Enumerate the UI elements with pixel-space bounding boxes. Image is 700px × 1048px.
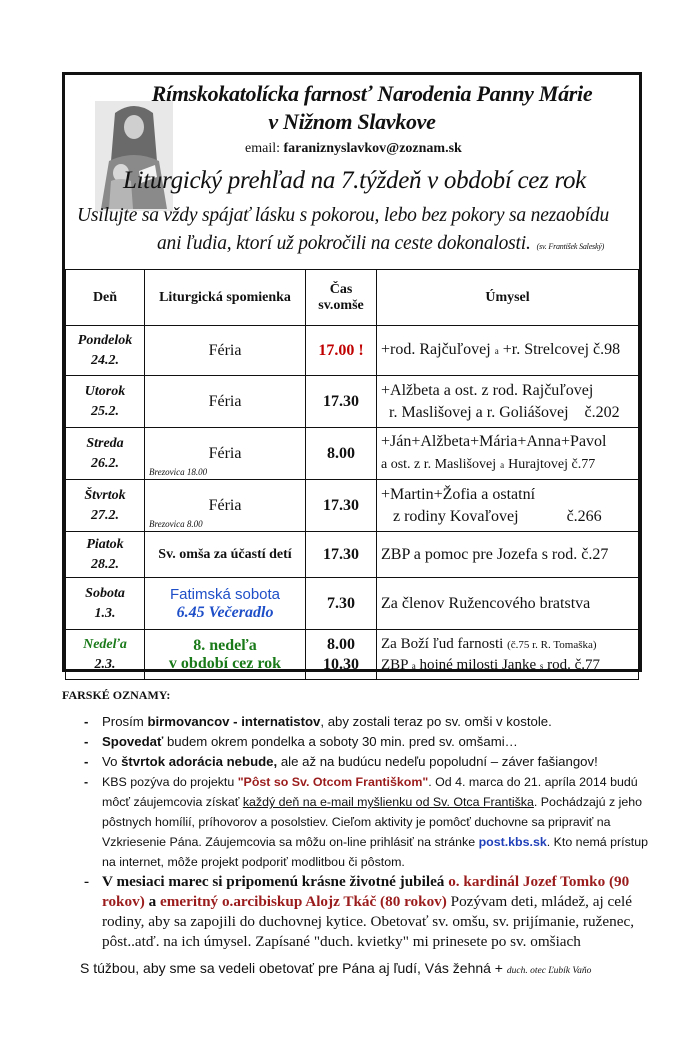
day-date: 2.3.	[94, 656, 116, 672]
day-cell	[66, 630, 145, 680]
intent-text-1: +Ján+Alžbeta+Mária+Anna+Pavol	[381, 433, 607, 450]
time-cell	[306, 630, 377, 680]
table-row	[66, 376, 639, 428]
day-date: 25.2.	[91, 403, 119, 419]
n4-b: "Pôst so Sv. Otcom Františkom"	[237, 775, 429, 789]
schedule-table	[65, 269, 639, 680]
liturgy-text: Féria	[208, 496, 242, 514]
n4-c: . Od 4. marca do 21. apríla 2014 budú môcť záujemcovia získať	[102, 775, 638, 809]
liturgy-cell	[145, 428, 306, 480]
intent-text-2c: rod. č.77	[547, 656, 601, 673]
intent-text-2: +r. Strelcovej č.98	[502, 341, 621, 358]
intent-text-1: +rod. Rajčuľovej	[381, 341, 491, 358]
day-name: Piatok	[86, 536, 124, 552]
time-cell: 8.00	[306, 428, 377, 480]
day-cell	[66, 532, 145, 578]
day-name: Streda	[86, 435, 124, 451]
liturgy-text-2: 6.45 Večeradlo	[176, 603, 274, 621]
intent-text-2b: hojné milosti Janke	[419, 656, 537, 673]
footer-text: S túžbou, aby sme sa vedeli obetovať pre Pána aj ľudí, Vás žehná +	[80, 960, 503, 976]
email-label: email:	[245, 141, 280, 156]
quote-line-1: Usilujte sa vždy spájať lásku s pokorou, lebo bez pokory sa nezaobídu	[77, 205, 610, 226]
quote-line-2	[157, 233, 604, 255]
time-cell: 17.00 !	[306, 326, 377, 376]
intent-and: a	[411, 660, 416, 671]
list-item	[78, 772, 652, 872]
intent-cell: ZBP a pomoc pre Jozefa s rod. č.27	[377, 532, 639, 578]
table-row	[66, 578, 639, 630]
n3-a: Vo	[102, 754, 122, 769]
list-item	[78, 872, 652, 952]
day-name: Utorok	[84, 383, 126, 399]
signature: duch. otec Ľubík Vaňo	[506, 966, 592, 976]
day-cell	[66, 480, 145, 532]
header-day: Deň	[66, 270, 145, 326]
day-date: 24.2.	[91, 352, 119, 368]
intent-s: s	[539, 660, 544, 671]
intent-cell	[377, 326, 639, 376]
intent-cell	[377, 480, 639, 532]
day-cell	[66, 326, 145, 376]
liturgy-text: Fatimská sobota	[169, 585, 281, 603]
liturgy-cell: Sv. omša za účastí detí	[145, 532, 306, 578]
day-cell	[66, 428, 145, 480]
n2-a: Spovedať	[102, 734, 164, 749]
n1-c: , aby zostali teraz po sv. omši v kostole.	[320, 714, 552, 729]
notices-list	[78, 712, 652, 952]
intent-text-2: z rodiny Kovaľovej	[393, 507, 519, 525]
day-name: Štvrtok	[84, 487, 126, 503]
header-time-2: sv.omše	[318, 297, 364, 313]
header-time-1: Čas	[329, 281, 353, 297]
intent-text-1-small: (č.75 r. R. Tomaška)	[507, 638, 597, 651]
header	[65, 75, 639, 269]
intent-text-2b: Hurajtovej č.77	[508, 457, 596, 472]
day-date: 27.2.	[91, 507, 119, 523]
liturgy-cell	[145, 630, 306, 680]
day-name: Sobota	[85, 585, 125, 601]
notices-heading: FARSKÉ OZNAMY:	[62, 688, 171, 702]
intent-and: a	[500, 460, 505, 470]
list-item	[78, 712, 652, 732]
n4-a: KBS pozýva do projektu	[102, 775, 238, 789]
day-name: Pondelok	[77, 332, 133, 348]
intent-cell	[377, 428, 639, 480]
day-cell	[66, 376, 145, 428]
n5-e: Pozývam deti, mládež, aj celé rodiny, aby sa zapojili do duchovnej kytice. Obetovať sv. omšu, sv. prijímanie, ruženec, pôst..atď. na ich úmysel. Zapísané "duch. kvietky" mi prinesete po sv. omšiach	[102, 893, 635, 950]
header-liturgy: Liturgická spomienka	[145, 270, 306, 326]
email-address[interactable]: faraniznyslavkov@zoznam.sk	[283, 141, 462, 156]
intent-text-2: r. Maslišovej a r. Goliášovej	[389, 403, 569, 421]
list-item	[78, 752, 652, 772]
liturgy-text: Féria	[208, 444, 242, 462]
liturgy-cell	[145, 578, 306, 630]
n1-a: Prosím	[102, 714, 148, 729]
time-1: 8.00	[327, 635, 355, 653]
intent-cell	[377, 630, 639, 680]
n5-d: emeritný o.arcibiskup Alojz Tkáč (80 rokov)	[159, 893, 447, 910]
header-time	[306, 270, 377, 326]
liturgy-text-2: v období cez rok	[168, 654, 282, 672]
intent-cell	[377, 376, 639, 428]
header-intent: Úmysel	[377, 270, 639, 326]
n5-b: o. kardinál Jozef Tomko (90 rokov)	[102, 873, 630, 910]
table-header-row	[66, 270, 639, 326]
table-row	[66, 480, 639, 532]
n4-link[interactable]: post.kbs.sk	[478, 835, 547, 849]
intent-text-2a: a ost. z r. Maslišovej	[381, 457, 497, 472]
liturgy-cell	[145, 480, 306, 532]
time-cell: 17.30	[306, 376, 377, 428]
n5-c: a	[144, 893, 160, 910]
table-row	[66, 428, 639, 480]
n5-a: V mesiaci marec si pripomenú krásne životné jubileá	[102, 873, 449, 890]
day-date: 28.2.	[91, 556, 119, 572]
intent-text-2a: ZBP	[381, 656, 408, 673]
intent-text-1: Za Boží ľud farnosti	[381, 635, 504, 652]
time-cell: 17.30	[306, 480, 377, 532]
page-title: Liturgický prehľad na 7.týždeň v období cez rok	[123, 167, 586, 194]
table-row	[66, 326, 639, 376]
quote-line-2-text: ani ľudia, ktorí už pokročili na ceste dokonalosti.	[157, 233, 531, 254]
footer	[80, 960, 591, 976]
schedule-frame	[62, 72, 642, 672]
liturgy-cell: Féria	[145, 376, 306, 428]
liturgy-note: Brezovica 18.00	[149, 467, 208, 477]
liturgy-note: Brezovica 8.00	[149, 519, 203, 529]
table-row	[66, 630, 639, 680]
n4-g: . Kto nemá prístup na internet, môže projekt podporiť modlitbou či pôstom.	[102, 835, 648, 869]
liturgy-cell: Féria	[145, 326, 306, 376]
time-cell: 17.30	[306, 532, 377, 578]
intent-text-1: +Martin+Žofia a ostatní	[381, 485, 536, 503]
day-name: Nedeľa	[83, 636, 127, 652]
day-date: 26.2.	[91, 455, 119, 471]
parish-name: Rímskokatolícka farnosť Narodenia Panny Márie	[151, 81, 593, 106]
n4-e: . Pochádzajú z jeho pôstnych homílií, príhovorov a posolstiev. Cieľom aktivity je pomôcť duchovne sa pripraviť na Vzkriesenie Pána. Záujemcovia sa môžu on-line prihlásiť na stránke	[102, 795, 643, 849]
n3-c: ale až na budúcu nedeľu popoludní – záver fašiangov!	[277, 754, 598, 769]
day-date: 1.3.	[94, 605, 116, 621]
day-cell	[66, 578, 145, 630]
parish-location: v Nižnom Slavkove	[268, 109, 436, 134]
n4-d: každý deň na e-mail myšlienku od Sv. Otca Františka	[242, 795, 534, 809]
intent-and: a	[494, 346, 499, 356]
list-item	[78, 732, 652, 752]
time-cell: 7.30	[306, 578, 377, 630]
intent-cell: Za členov Ružencového bratstva	[377, 578, 639, 630]
quote-author: (sv. František Saleský)	[536, 242, 605, 251]
time-2: 10.30	[323, 655, 359, 673]
n1-b: birmovancov - internatistov	[147, 714, 321, 729]
n2-b: budem okrem pondelka a soboty 30 min. pred sv. omšami…	[163, 734, 518, 749]
email-line	[245, 141, 462, 157]
n3-b: štvrtok adorácia nebude,	[121, 754, 278, 769]
intent-text-1: +Alžbeta a ost. z rod. Rajčuľovej	[381, 381, 594, 399]
liturgy-text: 8. nedeľa	[193, 636, 257, 654]
intent-number: č.266	[566, 507, 602, 525]
intent-number: č.202	[584, 403, 620, 421]
table-row	[66, 532, 639, 578]
